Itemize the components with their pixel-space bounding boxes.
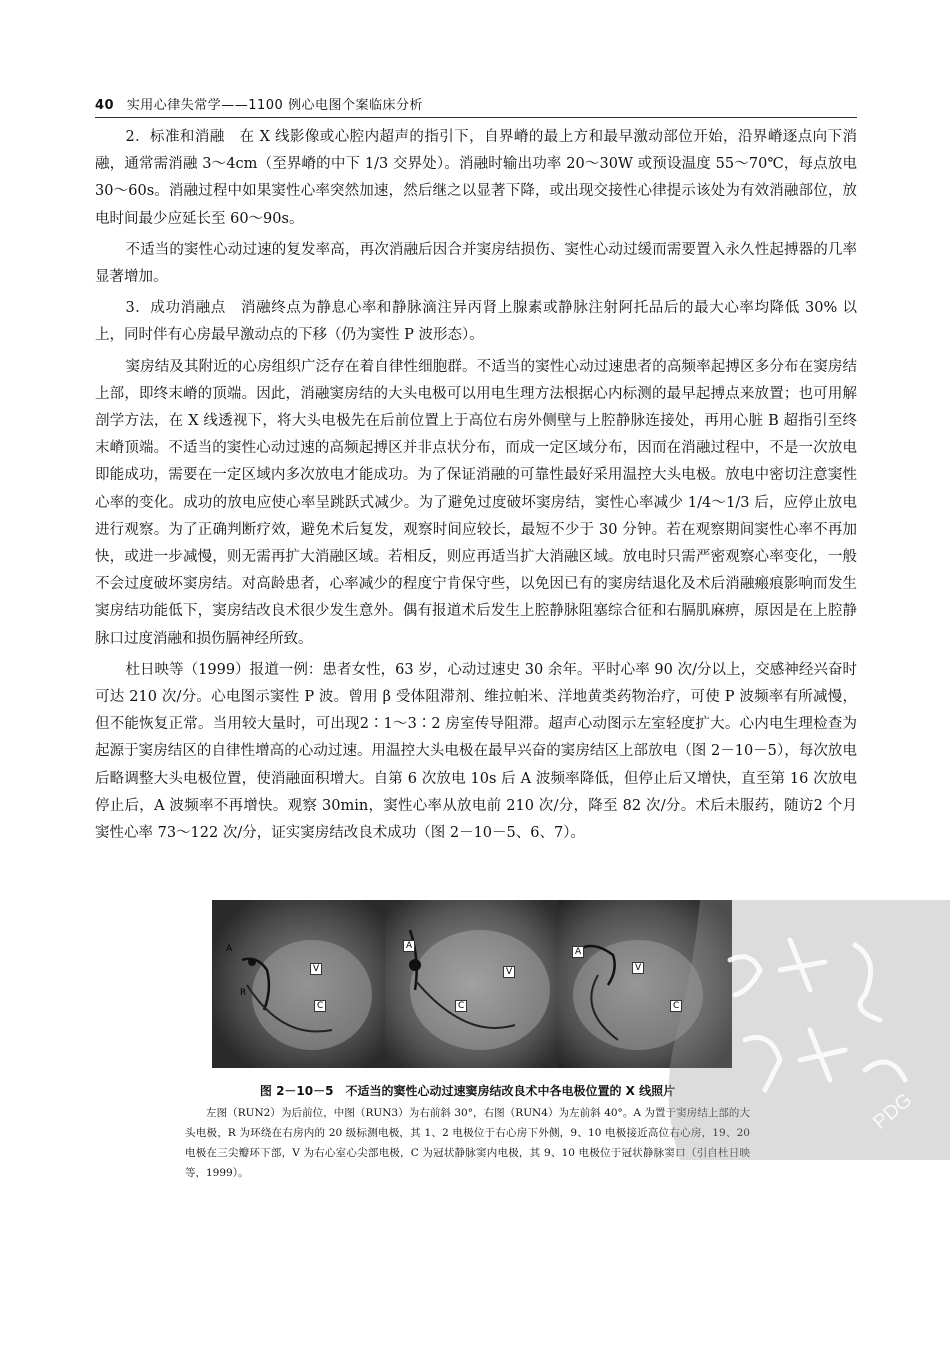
paragraph: 不适当的窦性心动过速的复发率高，再次消融后因合并窦房结损伤、窦性心动过缓而需要置入永久性起搏器的几率显著增加。	[95, 241, 857, 286]
xray-panel-middle	[385, 900, 559, 1068]
label-c: C	[455, 1000, 467, 1012]
xray-panel-right	[558, 900, 732, 1068]
figure-caption	[185, 1082, 750, 1183]
xray-image-left	[212, 900, 386, 1068]
page-header	[95, 94, 857, 118]
running-title: 实用心律失常学——1100 例心电图个案临床分析	[126, 98, 423, 113]
label-r: R	[240, 988, 247, 998]
label-c: C	[314, 1000, 326, 1012]
body-text	[95, 124, 857, 847]
label-c: C	[670, 1000, 682, 1012]
caption-title: 图 2－10－5 不适当的窦性心动过速窦房结改良术中各电极位置的 X 线照片	[259, 1084, 676, 1098]
xray-panel-left	[212, 900, 386, 1068]
page-number: 40	[95, 98, 115, 113]
caption-note: 左图（RUN2）为后前位，中图（RUN3）为右前斜 30°，右图（RUN4）为左前斜 40°。A 为置于窦房结上部的大头电极，R 为环绕在右房内的 20 级标测电极，其 1、2 电极位于右心房下外侧，9、10 电极接近高位右心房，19、20 电极在三尖瓣环下部，V 为右心室心尖部电极，C 为冠状静脉窦内电极，其 9、10 电极位于冠状静脉窦口（引自杜日映等，1999）。	[185, 1107, 750, 1179]
paragraph: 3．成功消融点 消融终点为静息心率和静脉滴注异丙肾上腺素或静脉注射阿托品后的最大心率均降低 30% 以上，同时伴有心房最早激动点的下移（仍为窦性 P 波形态）。	[95, 300, 857, 344]
xray-image-right	[558, 900, 732, 1068]
watermark-text: PDG	[869, 1089, 917, 1134]
label-v: V	[503, 966, 515, 978]
paragraph: 窦房结及其附近的心房组织广泛存在着自律性细胞群。不适当的窦性心动过速患者的高频率起搏区多分布在窦房结上部，即终末嵴的顶端。因此，消融窦房结的大头电极可以用电生理方法根据心内标测的最早起搏点来放置；也可用解剖学方法，在 X 线透视下，将大头电极先在后前位置上于高位右房外侧壁与上腔静脉连接处，再用心脏 B 超指引至终末嵴顶端。不适当的窦性心动过速的高频起搏区并非点状分布，而成一定区域分布，因而在消融过程中，不是一次放电即能成功，需要在一定区域内多次放电才能成功。为了保证消融的可靠性最好采用温控大头电极。放电中密切注意窦性心率的变化。成功的放电应使心率呈跳跃式减少。为了避免过度破坏窦房结，窦性心率减少 1/4～1/3 后，应停止放电进行观察。为了正确判断疗效，避免术后复发，观察时间应较长，最短不少于 30 分钟。若在观察期间窦性心率不再加快，或进一步减慢，则无需再扩大消融区域。若相反，则应再适当扩大消融区域。放电时只需严密观察心率变化，一般不会过度破坏窦房结。对高龄患者，心率减少的程度宁肯保守些，以免因已有的窦房结退化及术后消融瘢痕影响而发生窦房结功能低下，窦房结改良术很少发生意外。偶有报道术后发生上腔静脉阻塞综合征和右膈肌麻痹，原因是在上腔静脉口过度消融和损伤膈神经所致。	[95, 358, 857, 647]
label-a: A	[226, 944, 233, 954]
paragraph: 2．标准和消融 在 X 线影像或心腔内超声的指引下，自界嵴的最上方和最早激动部位开始，沿界嵴逐点向下消融，通常需消融 3～4cm（至界嵴的中下 1/3 交界处）。消融时输出功率 20～30W 或预设温度 55～70℃，每点放电 30～60s。消融过程中如果窦性心率突然加速，然后继之以显著下降，或出现交接性心律提示该处为有效消融部位，放电时间最少应延长至 60～90s。	[95, 129, 857, 227]
label-v: V	[632, 962, 644, 974]
label-a: A	[572, 946, 584, 958]
xray-figure	[212, 900, 732, 1068]
label-v: V	[310, 963, 322, 975]
xray-image-middle	[385, 900, 559, 1068]
label-a: A	[403, 940, 415, 952]
paragraph: 杜日映等（1999）报道一例：患者女性，63 岁，心动过速史 30 余年。平时心率 90 次/分以上，交感神经兴奋时可达 210 次/分。心电图示窦性 P 波。曾用 β 受体阻滞剂、维拉帕米、洋地黄类药物治疗，可使 P 波频率有所减慢，但不能恢复正常。当用较大量时，可出现2∶1～3∶2 房室传导阻滞。超声心动图示左室轻度扩大。心内电生理检查为起源于窦房结区的自律性增高的心动过速。用温控大头电极在最早兴奋的窦房结区上部放电（图 2－10－5），每次放电后略调整大头电极位置，使消融面积增大。自第 6 次放电 10s 后 A 波频率降低，但停止后又增快，直至第 16 次放电停止后，A 波频率不再增快。观察 30min，窦性心率从放电前 210 次/分，降至 82 次/分。术后未服药，随访2 个月窦性心率 73～122 次/分，证实窦房结改良术成功（图 2－10－5、6、7）。	[95, 661, 857, 842]
